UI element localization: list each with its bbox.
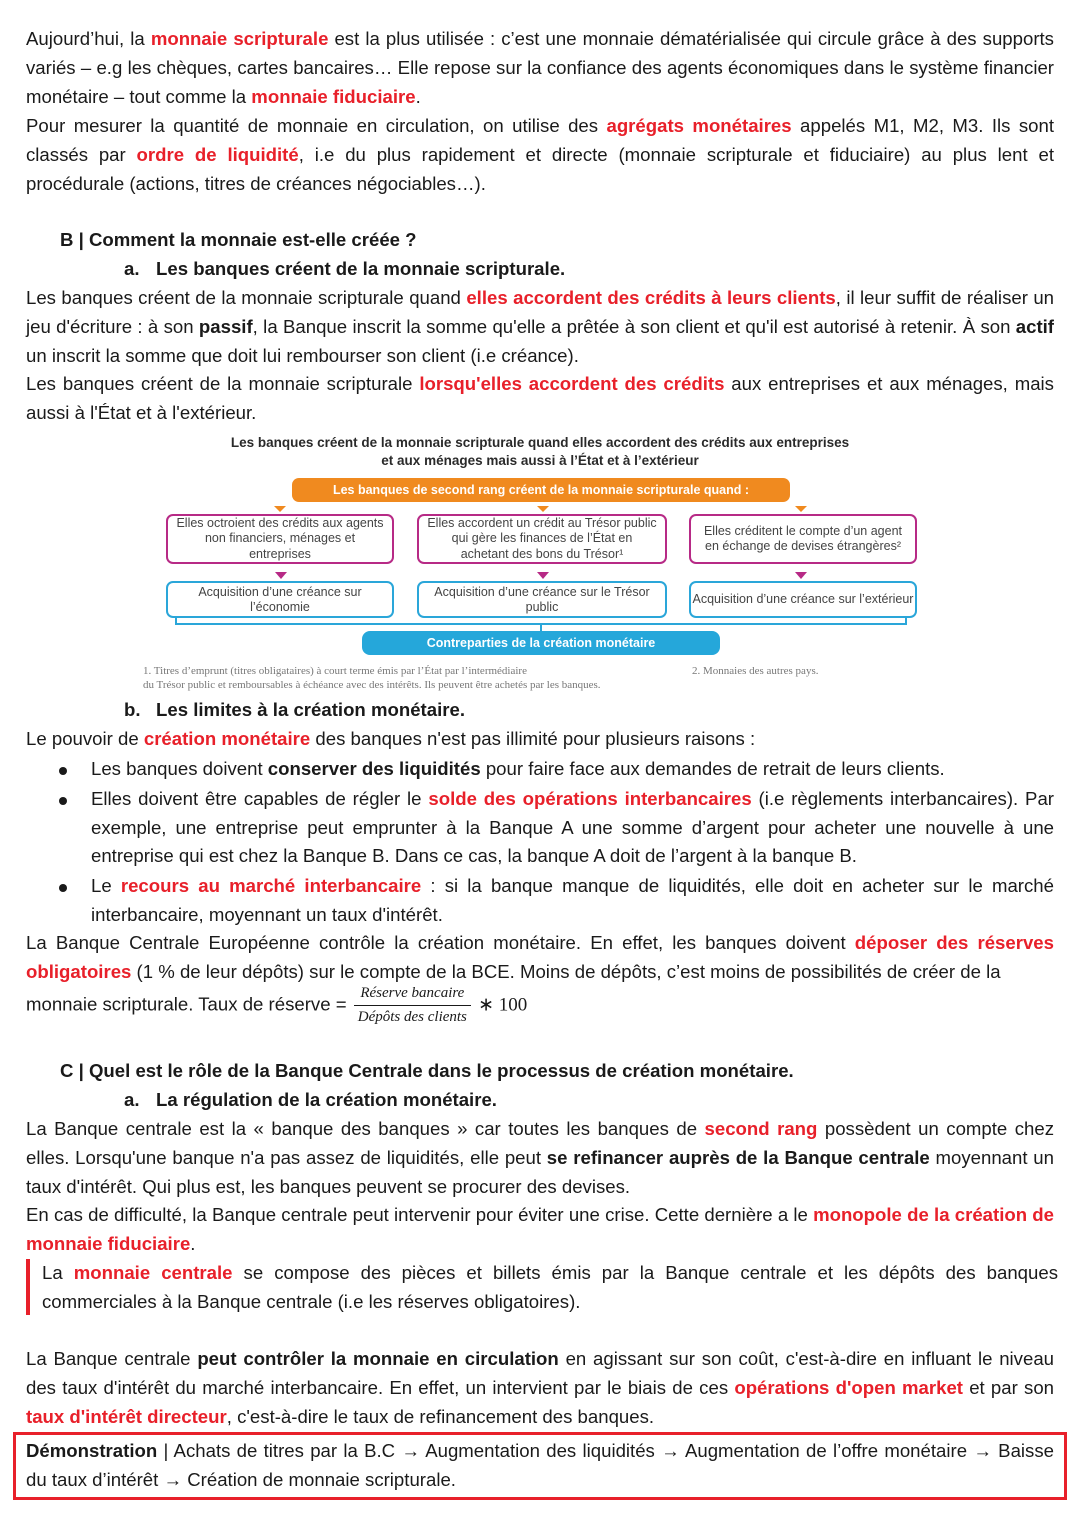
list-item: Les banques doivent conserver des liquidités pour faire face aux demandes de retrait de leurs clients. [26,755,1054,784]
footnote-2: 2. Monnaies des autres pays. [692,665,819,677]
result-box-economy: Acquisition d’une créance sur l’économie [166,581,394,618]
section-b-paragraph-2: Les banques créent de la monnaie scripturale lorsqu'elles accordent des crédits aux entreprises et aux ménages, mais aussi à l'État et à l'extérieur. [26,373,1054,423]
case-box-economy: Elles octroient des crédits aux agents non financiers, ménages et entreprises [166,514,394,564]
list-item: Elles doivent être capables de régler le solde des opérations interbancaires (i.e règlements interbancaires). Par exemple, une entreprise peut emprunter à la Banque A une somme d’argent pour acheter une nouvelle à une entreprise qui est chez la Banque B. Dans ce cas, la banque A doit de l’argent à la banque B. [26,785,1054,871]
section-b-subheading-b: b. Les limites à la création monétaire. [124,699,465,720]
diagram-title-line-1: Les banques créent de la monnaie scripturale quand elles accordent des crédits aux entreprises [230,435,850,450]
section-c-paragraph-3: La Banque centrale peut contrôler la monnaie en circulation en agissant sur son coût, c'est-à-dire en influant le niveau des taux d'intérêt du marché interbancaire. En effet, un intervient par le biais de ces opérations d'open market et par son taux d'intérêt directeur, c'est-à-dire le taux de refinancement des banques. [26,1348,1055,1427]
result-box-treasury: Acquisition d’une créance sur le Trésor public [417,581,667,618]
list-item: Le recours au marché interbancaire : si la banque manque de liquidités, elle doit en acheter sur le marché interbancaire, moyennant un taux d'intérêt. [26,872,1054,930]
section-b-subheading-a: a. Les banques créent de la monnaie scripturale. [124,258,566,279]
section-b-heading: B | Comment la monnaie est-elle créée ? [60,229,417,250]
section-c-subheading-a: a. La régulation de la création monétaire. [124,1089,497,1110]
section-c-heading: C | Quel est le rôle de la Banque Centrale dans le processus de création monétaire. [60,1060,794,1081]
bullet-icon [59,797,67,805]
reserve-rate-formula-line: monnaie scripturale. Taux de réserve = $\frac{\text{Réserve bancaire}}{\text{Dépôts des clients}}$ ∗ 100 [26,985,528,1025]
section-b-paragraph-3: Le pouvoir de création monétaire des banques n'est pas illimité pour plusieurs raisons : [26,728,756,749]
footnote-1-line-2: du Trésor public et remboursables à échéance avec des intérêts. Ils peuvent être achetés par les banques. [143,679,601,691]
result-box-foreign: Acquisition d’une créance sur l’extérieur [689,581,917,618]
section-c-paragraph-1: La Banque centrale est la « banque des banques » car toutes les banques de second rang possèdent un compte chez elles. Lorsqu'une banque n'a pas assez de liquidités, elle peut se refinancer auprès de la Banque centrale moyennant un taux d'intérêt. Qui plus est, les banques peuvent se procurer des devises. [26,1118,1054,1197]
diagram-header-banner: Les banques de second rang créent de la monnaie scripturale quand : [292,478,790,502]
section-b-paragraph-4: La Banque Centrale Européenne contrôle la création monétaire. En effet, les banques doivent déposer des réserves obligatoires (1 % de leur dépôts) sur le compte de la BCE. Moins de dépôts, c’est moins de possibilités de créer de la [26,932,1054,982]
case-box-foreign: Elles créditent le compte d’un agent en échange de devises étrangères² [689,514,917,564]
bullet-icon [59,884,67,892]
diagram-footer-banner: Contreparties de la création monétaire [362,631,720,655]
reserve-rate-fraction: $\frac{\text{Réserve bancaire}}{\text{Dépôts des clients}}$ [354,984,471,1027]
limits-list [26,755,1054,930]
central-money-definition [26,1259,1058,1315]
case-box-treasury: Elles accordent un crédit au Trésor public qui gère les finances de l’État en achetant des bons du Trésor¹ [417,514,667,564]
bullet-icon [59,767,67,775]
footnote-1-line-1: 1. Titres d’emprunt (titres obligataires) à court terme émis par l’État par l’intermédiaire [143,665,527,677]
section-c-paragraph-2: En cas de difficulté, la Banque centrale peut intervenir pour éviter une crise. Cette dernière a le monopole de la création de monnaie fiduciaire. [26,1204,1054,1254]
section-b-paragraph-1: Les banques créent de la monnaie scripturale quand elles accordent des crédits à leurs clients, il leur suffit de réaliser un jeu d'écriture : à son passif, la Banque inscrit la somme qu'elle a prêtée à son client et qu'il est autorisé à retenir. À son actif un inscrit la somme que doit lui rembourser son client (i.e créance). [26,287,1054,366]
central-money-definition-text: La monnaie centrale se compose des pièces et billets émis par la Banque centrale et les dépôts des banques commerciales à la Banque centrale (i.e les réserves obligatoires). [42,1262,1059,1312]
diagram-title-line-2: et aux ménages mais aussi à l’État et à l’extérieur [381,453,699,468]
intro-paragraph-2: Pour mesurer la quantité de monnaie en circulation, on utilise des agrégats monétaires appelés M1, M2, M3. Ils sont classés par ordre de liquidité, i.e du plus rapidement et directe (monnaie scripturale et fiduciaire) au plus lent et procédurale (actions, titres de créances négociables…). [26,115,1054,194]
intro-paragraph-1: Aujourd’hui, la monnaie scripturale est la plus utilisée : c’est une monnaie dématérialisée qui circule grâce à des supports variés – e.g les chèques, cartes bancaires… Elle repose sur la confiance des agents économiques dans le système financier monétaire – tout comme la monnaie fiduciaire. [26,28,1054,107]
demonstration-box [13,1432,1067,1500]
demonstration-text: Démonstration | Achats de titres par la B.C → Augmentation des liquidités → Augmentation de l’offre monétaire → Baisse du taux d’intérêt → Création de monnaie scripturale. [26,1440,1054,1490]
